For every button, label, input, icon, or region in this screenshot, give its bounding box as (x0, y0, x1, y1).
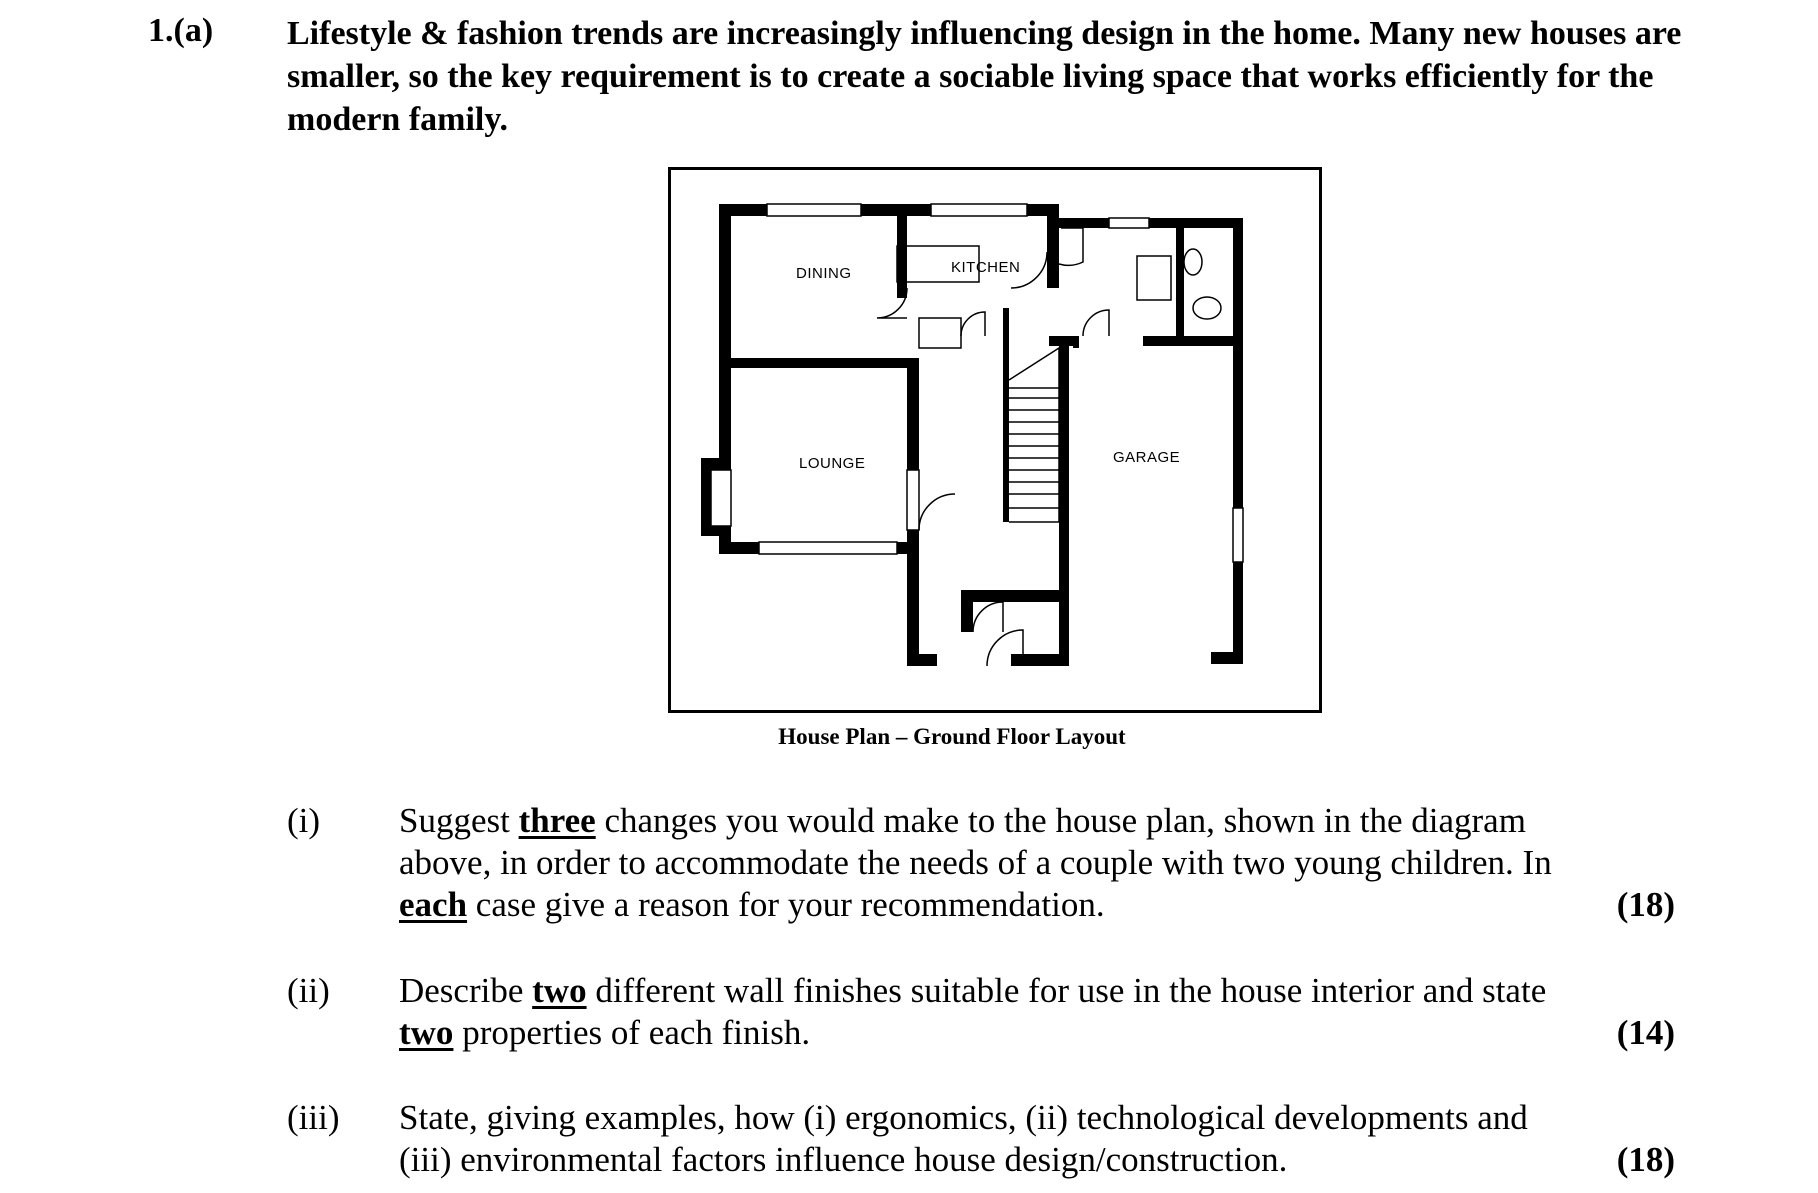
emphasis: two (532, 971, 587, 1010)
emphasis: each (399, 885, 468, 924)
wall-wc-top (1149, 218, 1243, 228)
wall-hall-bottom-2 (1011, 654, 1069, 666)
window-kitchen (931, 204, 1027, 216)
chimney-side (701, 458, 711, 536)
door-hall-stair (961, 312, 985, 336)
door-lounge (919, 494, 955, 530)
figure-caption: House Plan – Ground Floor Layout (778, 724, 1126, 749)
window-lounge (759, 542, 897, 554)
text-segment: properties of each finish. (453, 1013, 811, 1052)
toilet-bowl (1184, 249, 1202, 275)
part-number: (i) (287, 801, 321, 840)
emphasis: two (399, 1013, 454, 1052)
wall-garage-corner (1049, 336, 1073, 346)
part-text (399, 1097, 1579, 1181)
chimney-bottom (701, 526, 731, 536)
window-utility (1109, 218, 1149, 228)
door-side (1059, 228, 1083, 265)
wall-top-2 (861, 204, 931, 216)
room-label-dining: DINING (796, 265, 852, 282)
wall-porch-left (961, 590, 973, 632)
emphasis: three (518, 801, 596, 840)
room-label-garage: GARAGE (1113, 449, 1181, 466)
text-segment: Suggest (399, 801, 519, 840)
wall-stairs (1003, 308, 1009, 522)
wall-wc-divider (1176, 228, 1184, 346)
room-label-lounge: LOUNGE (799, 455, 866, 472)
window-dining (767, 204, 861, 216)
wall-top-1 (719, 204, 767, 216)
text-segment: changes you would make to the house plan, shown in the diagram above, in order to accommodate the needs of a couple with two young children. In (399, 801, 1552, 882)
wall-stair-head (1073, 336, 1079, 348)
staircase (1009, 348, 1059, 522)
part-text (399, 800, 1579, 926)
wall-porch-top (967, 590, 1069, 602)
wc-cistern (1137, 256, 1171, 300)
wall-kitchen-right (1047, 204, 1059, 288)
door-cloak (973, 602, 1003, 632)
wall-garage-left (1059, 336, 1069, 662)
wall-dining-kitchen (897, 204, 907, 298)
wall-lounge-bottom-1 (719, 542, 759, 554)
part-number: (ii) (287, 971, 330, 1010)
cupboard (919, 318, 961, 348)
text-segment: Describe (399, 971, 533, 1010)
washbasin (1193, 297, 1221, 319)
wall-wc-bottom (1143, 336, 1243, 346)
floor-plan-drawing (671, 170, 1319, 710)
wall-garage-right (1233, 336, 1243, 508)
marks: (18) (1616, 1140, 1675, 1179)
wall-wc-right (1233, 218, 1243, 343)
fireplace-hearth (711, 470, 731, 526)
door-utility (1083, 310, 1109, 336)
text-segment: State, giving examples, how (i) ergonomics, (ii) technological developments and (iii) environmental factors influence house design/construction. (399, 1098, 1528, 1179)
marks: (18) (1616, 885, 1675, 924)
wall-garage-right-low (1233, 562, 1243, 662)
text-segment: different wall finishes suitable for use in the house interior and state (586, 971, 1547, 1010)
question-intro: Lifestyle & fashion trends are increasingly influencing design in the home. Many new houses are smaller, so the key requirement is to create a sociable living space that works efficiently for the modern family. (287, 15, 1682, 138)
wall-dining-lounge (719, 358, 907, 368)
garage-side-gap (1233, 508, 1243, 562)
wall-hall-left (907, 542, 919, 666)
house-plan-figure (668, 167, 1322, 713)
wall-hall-bottom-1 (907, 654, 937, 666)
door-gap-lounge (907, 470, 919, 530)
wall-utility-top (1059, 218, 1109, 228)
text-segment: case give a reason for your recommendation. (467, 885, 1105, 924)
wall-garage-bottom (1211, 652, 1243, 664)
part-number: (iii) (287, 1098, 340, 1137)
part-text (399, 970, 1579, 1054)
room-label-kitchen: KITCHEN (951, 259, 1021, 276)
marks: (14) (1616, 1013, 1675, 1052)
wall-lounge-right-upper (907, 358, 919, 470)
question-number: 1.(a) (148, 12, 214, 49)
